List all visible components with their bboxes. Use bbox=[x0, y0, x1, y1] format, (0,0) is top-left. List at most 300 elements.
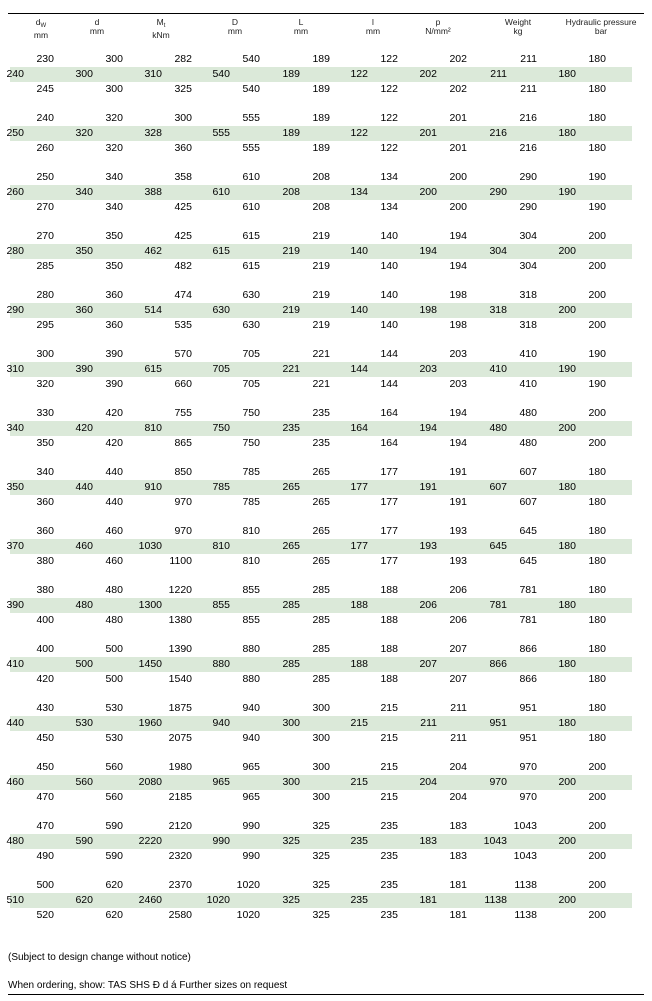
table-cell: 560 bbox=[105, 761, 123, 773]
disclaimer-note: (Subject to design change without notice) bbox=[8, 952, 191, 963]
table-cell: 340 bbox=[36, 466, 54, 478]
table-cell: 440 bbox=[75, 481, 93, 493]
table-cell: 240 bbox=[36, 112, 54, 124]
table-cell: 177 bbox=[380, 555, 398, 567]
table-cell: 390 bbox=[105, 378, 123, 390]
table-cell: 325 bbox=[312, 850, 330, 862]
table-cell: 200 bbox=[419, 186, 437, 198]
table-cell: 122 bbox=[380, 112, 398, 124]
table-row bbox=[0, 170, 652, 185]
table-cell: 211 bbox=[520, 53, 537, 65]
column-header-0 bbox=[26, 18, 56, 40]
table-cell: 204 bbox=[449, 761, 467, 773]
group-spacer bbox=[0, 392, 652, 406]
column-header-unit: kNm bbox=[152, 30, 170, 40]
column-header-symbol-text: M bbox=[156, 17, 164, 27]
table-cell: 2185 bbox=[168, 791, 192, 803]
table-cell: 2220 bbox=[138, 835, 162, 847]
table-cell: 194 bbox=[449, 407, 467, 419]
table-cell: 122 bbox=[350, 127, 368, 139]
table-cell: 474 bbox=[174, 289, 192, 301]
table-cell: 350 bbox=[105, 260, 123, 272]
table-cell: 645 bbox=[489, 540, 507, 552]
table-cell: 1300 bbox=[138, 599, 162, 611]
table-cell: 219 bbox=[312, 230, 330, 242]
table-cell: 180 bbox=[588, 53, 606, 65]
group-spacer bbox=[0, 805, 652, 819]
table-cell: 189 bbox=[312, 112, 330, 124]
table-cell: 230 bbox=[36, 53, 54, 65]
table-cell: 189 bbox=[312, 83, 330, 95]
table-cell: 866 bbox=[489, 658, 507, 670]
table-cell: 320 bbox=[75, 127, 93, 139]
table-header bbox=[0, 8, 652, 38]
table-cell: 180 bbox=[588, 643, 606, 655]
table-cell: 340 bbox=[105, 201, 123, 213]
table-cell: 193 bbox=[419, 540, 437, 552]
table-cell: 325 bbox=[282, 894, 300, 906]
table-cell: 300 bbox=[312, 791, 330, 803]
table-cell: 750 bbox=[242, 437, 260, 449]
table-cell: 200 bbox=[588, 879, 606, 891]
table-cell: 191 bbox=[419, 481, 437, 493]
table-cell: 2580 bbox=[168, 909, 192, 921]
table-cell: 200 bbox=[449, 171, 467, 183]
table-cell: 290 bbox=[519, 201, 537, 213]
group-spacer bbox=[0, 451, 652, 465]
table-cell: 122 bbox=[350, 68, 368, 80]
table-cell: 140 bbox=[380, 289, 398, 301]
ordering-note: When ordering, show: TAS SHS Ð d á Further sizes on request bbox=[8, 980, 288, 991]
table-cell: 510 bbox=[6, 894, 24, 906]
table-cell: 191 bbox=[449, 466, 467, 478]
table-cell: 194 bbox=[449, 230, 467, 242]
table-cell: 235 bbox=[350, 894, 368, 906]
table-cell: 215 bbox=[350, 776, 368, 788]
table-cell: 530 bbox=[75, 717, 93, 729]
table-row bbox=[6, 185, 632, 200]
table-cell: 206 bbox=[449, 614, 467, 626]
table-cell: 610 bbox=[212, 186, 230, 198]
table-row bbox=[0, 495, 652, 510]
table-row bbox=[6, 303, 632, 318]
group-spacer bbox=[0, 510, 652, 524]
table-cell: 615 bbox=[144, 363, 162, 375]
row-group bbox=[0, 465, 652, 510]
table-cell: 215 bbox=[380, 732, 398, 744]
table-cell: 200 bbox=[558, 835, 576, 847]
table-cell: 360 bbox=[105, 289, 123, 301]
table-row bbox=[0, 849, 652, 864]
table-row bbox=[0, 731, 652, 746]
group-spacer bbox=[0, 274, 652, 288]
table-cell: 300 bbox=[105, 53, 123, 65]
table-cell: 280 bbox=[6, 245, 24, 257]
table-cell: 785 bbox=[242, 466, 260, 478]
table-cell: 785 bbox=[212, 481, 230, 493]
table-cell: 290 bbox=[489, 186, 507, 198]
table-cell: 535 bbox=[174, 319, 192, 331]
table-cell: 282 bbox=[174, 53, 192, 65]
table-cell: 560 bbox=[75, 776, 93, 788]
table-row bbox=[0, 672, 652, 687]
table-cell: 180 bbox=[588, 614, 606, 626]
table-cell: 211 bbox=[420, 717, 437, 729]
table-cell: 514 bbox=[144, 304, 162, 316]
table-cell: 177 bbox=[380, 466, 398, 478]
table-cell: 970 bbox=[519, 761, 537, 773]
table-cell: 660 bbox=[174, 378, 192, 390]
table-cell: 2120 bbox=[168, 820, 192, 832]
table-cell: 630 bbox=[212, 304, 230, 316]
table-cell: 615 bbox=[212, 245, 230, 257]
table-cell: 203 bbox=[419, 363, 437, 375]
table-cell: 202 bbox=[449, 53, 467, 65]
table-cell: 1220 bbox=[168, 584, 192, 596]
table-cell: 200 bbox=[588, 820, 606, 832]
column-header-unit: bar bbox=[594, 26, 608, 36]
table-cell: 450 bbox=[36, 761, 54, 773]
table-row bbox=[0, 554, 652, 569]
table-cell: 207 bbox=[449, 643, 467, 655]
table-cell: 520 bbox=[36, 909, 54, 921]
table-cell: 866 bbox=[519, 643, 537, 655]
table-cell: 755 bbox=[174, 407, 192, 419]
table-cell: 194 bbox=[419, 422, 437, 434]
table-cell: 235 bbox=[312, 407, 330, 419]
column-header-5 bbox=[358, 18, 388, 36]
table-cell: 235 bbox=[380, 909, 398, 921]
table-row bbox=[0, 52, 652, 67]
table-cell: 206 bbox=[419, 599, 437, 611]
table-cell: 1980 bbox=[168, 761, 192, 773]
table-cell: 705 bbox=[212, 363, 230, 375]
table-cell: 300 bbox=[312, 702, 330, 714]
table-cell: 219 bbox=[282, 245, 300, 257]
table-cell: 990 bbox=[212, 835, 230, 847]
column-header-unit: kg bbox=[513, 26, 523, 36]
table-cell: 183 bbox=[449, 820, 467, 832]
table-cell: 122 bbox=[380, 53, 398, 65]
table-cell: 211 bbox=[520, 83, 537, 95]
table-cell: 325 bbox=[282, 835, 300, 847]
table-cell: 260 bbox=[36, 142, 54, 154]
table-cell: 260 bbox=[6, 186, 24, 198]
table-cell: 607 bbox=[489, 481, 507, 493]
table-cell: 705 bbox=[242, 378, 260, 390]
table-cell: 880 bbox=[242, 673, 260, 685]
table-body bbox=[0, 52, 652, 923]
table-cell: 2320 bbox=[168, 850, 192, 862]
table-cell: 304 bbox=[519, 260, 537, 272]
table-cell: 940 bbox=[212, 717, 230, 729]
table-cell: 265 bbox=[312, 496, 330, 508]
table-cell: 940 bbox=[242, 732, 260, 744]
table-cell: 970 bbox=[489, 776, 507, 788]
table-cell: 285 bbox=[312, 643, 330, 655]
table-row bbox=[0, 259, 652, 274]
table-cell: 190 bbox=[558, 186, 576, 198]
table-cell: 144 bbox=[380, 378, 398, 390]
table-row bbox=[0, 524, 652, 539]
table-cell: 610 bbox=[242, 171, 260, 183]
table-cell: 134 bbox=[350, 186, 368, 198]
table-cell: 470 bbox=[36, 791, 54, 803]
column-header-4 bbox=[286, 18, 316, 36]
table-cell: 200 bbox=[588, 437, 606, 449]
table-cell: 285 bbox=[282, 599, 300, 611]
table-cell: 219 bbox=[312, 319, 330, 331]
table-cell: 221 bbox=[282, 363, 300, 375]
table-cell: 970 bbox=[174, 496, 192, 508]
table-cell: 144 bbox=[350, 363, 368, 375]
table-cell: 290 bbox=[6, 304, 24, 316]
table-row bbox=[6, 244, 632, 259]
table-cell: 280 bbox=[36, 289, 54, 301]
table-cell: 370 bbox=[6, 540, 24, 552]
table-row bbox=[6, 362, 632, 377]
column-header-symbol-text: L bbox=[298, 17, 304, 27]
table-cell: 388 bbox=[144, 186, 162, 198]
table-cell: 530 bbox=[105, 702, 123, 714]
table-cell: 265 bbox=[312, 466, 330, 478]
table-cell: 855 bbox=[242, 584, 260, 596]
table-cell: 180 bbox=[588, 112, 606, 124]
table-cell: 325 bbox=[312, 909, 330, 921]
table-cell: 1138 bbox=[514, 879, 537, 891]
table-row bbox=[0, 790, 652, 805]
table-cell: 470 bbox=[36, 820, 54, 832]
table-cell: 208 bbox=[312, 171, 330, 183]
table-cell: 855 bbox=[212, 599, 230, 611]
table-row bbox=[0, 583, 652, 598]
table-cell: 180 bbox=[558, 127, 576, 139]
table-cell: 750 bbox=[242, 407, 260, 419]
table-cell: 705 bbox=[242, 348, 260, 360]
table-cell: 500 bbox=[36, 879, 54, 891]
table-cell: 140 bbox=[350, 245, 368, 257]
table-row bbox=[6, 716, 632, 731]
table-cell: 1138 bbox=[514, 909, 537, 921]
footer-rule bbox=[8, 994, 644, 995]
table-cell: 164 bbox=[380, 437, 398, 449]
column-header-subscript: W bbox=[40, 23, 47, 29]
group-spacer bbox=[0, 628, 652, 642]
table-cell: 190 bbox=[588, 378, 606, 390]
table-cell: 540 bbox=[212, 68, 230, 80]
table-cell: 211 bbox=[450, 732, 467, 744]
table-cell: 200 bbox=[558, 422, 576, 434]
table-cell: 1390 bbox=[168, 643, 192, 655]
table-cell: 360 bbox=[36, 496, 54, 508]
group-spacer bbox=[0, 864, 652, 878]
table-cell: 1020 bbox=[236, 909, 260, 921]
table-cell: 810 bbox=[144, 422, 162, 434]
table-cell: 965 bbox=[242, 791, 260, 803]
table-cell: 188 bbox=[380, 614, 398, 626]
table-cell: 198 bbox=[449, 319, 467, 331]
table-cell: 555 bbox=[242, 142, 260, 154]
table-cell: 340 bbox=[75, 186, 93, 198]
table-cell: 235 bbox=[282, 422, 300, 434]
row-group bbox=[0, 583, 652, 628]
table-cell: 200 bbox=[588, 761, 606, 773]
table-cell: 350 bbox=[75, 245, 93, 257]
table-cell: 188 bbox=[380, 643, 398, 655]
table-row bbox=[6, 126, 632, 141]
table-cell: 620 bbox=[105, 909, 123, 921]
table-cell: 194 bbox=[449, 437, 467, 449]
table-cell: 610 bbox=[242, 201, 260, 213]
table-cell: 265 bbox=[312, 525, 330, 537]
table-row bbox=[0, 642, 652, 657]
table-cell: 910 bbox=[144, 481, 162, 493]
table-cell: 590 bbox=[105, 820, 123, 832]
row-group bbox=[0, 229, 652, 274]
table-cell: 320 bbox=[105, 112, 123, 124]
table-cell: 180 bbox=[588, 525, 606, 537]
table-cell: 200 bbox=[588, 791, 606, 803]
table-cell: 350 bbox=[105, 230, 123, 242]
table-cell: 188 bbox=[350, 599, 368, 611]
table-cell: 951 bbox=[519, 732, 537, 744]
table-cell: 360 bbox=[174, 142, 192, 154]
table-cell: 540 bbox=[242, 53, 260, 65]
table-cell: 235 bbox=[350, 835, 368, 847]
table-cell: 198 bbox=[449, 289, 467, 301]
table-cell: 480 bbox=[6, 835, 24, 847]
table-cell: 191 bbox=[449, 496, 467, 508]
table-cell: 207 bbox=[449, 673, 467, 685]
table-row bbox=[0, 141, 652, 156]
table-cell: 180 bbox=[588, 732, 606, 744]
table-cell: 320 bbox=[105, 142, 123, 154]
table-cell: 134 bbox=[380, 201, 398, 213]
table-cell: 215 bbox=[380, 702, 398, 714]
table-cell: 420 bbox=[36, 673, 54, 685]
table-cell: 410 bbox=[519, 378, 537, 390]
table-cell: 140 bbox=[380, 260, 398, 272]
table-cell: 200 bbox=[558, 894, 576, 906]
table-cell: 202 bbox=[449, 83, 467, 95]
table-cell: 781 bbox=[519, 584, 537, 596]
table-row bbox=[0, 760, 652, 775]
table-cell: 188 bbox=[380, 673, 398, 685]
table-cell: 215 bbox=[350, 717, 368, 729]
table-cell: 201 bbox=[449, 112, 467, 124]
column-header-unit: mm bbox=[293, 26, 309, 36]
table-row bbox=[0, 288, 652, 303]
table-cell: 325 bbox=[312, 879, 330, 891]
table-cell: 285 bbox=[312, 673, 330, 685]
table-cell: 219 bbox=[312, 289, 330, 301]
table-cell: 1030 bbox=[138, 540, 162, 552]
table-cell: 177 bbox=[350, 540, 368, 552]
row-group bbox=[0, 111, 652, 156]
table-cell: 207 bbox=[419, 658, 437, 670]
table-row bbox=[6, 657, 632, 672]
table-cell: 781 bbox=[489, 599, 507, 611]
table-cell: 190 bbox=[588, 201, 606, 213]
table-cell: 480 bbox=[105, 584, 123, 596]
table-cell: 328 bbox=[144, 127, 162, 139]
table-cell: 460 bbox=[105, 555, 123, 567]
table-cell: 480 bbox=[519, 407, 537, 419]
table-cell: 2460 bbox=[138, 894, 162, 906]
table-cell: 965 bbox=[212, 776, 230, 788]
table-cell: 410 bbox=[519, 348, 537, 360]
table-cell: 208 bbox=[282, 186, 300, 198]
table-cell: 200 bbox=[558, 776, 576, 788]
table-cell: 134 bbox=[380, 171, 398, 183]
table-cell: 270 bbox=[36, 201, 54, 213]
table-cell: 180 bbox=[588, 142, 606, 154]
table-cell: 750 bbox=[212, 422, 230, 434]
table-cell: 180 bbox=[558, 540, 576, 552]
table-cell: 180 bbox=[588, 496, 606, 508]
table-cell: 164 bbox=[380, 407, 398, 419]
table-cell: 325 bbox=[312, 820, 330, 832]
table-row bbox=[0, 436, 652, 451]
table-cell: 2080 bbox=[138, 776, 162, 788]
table-cell: 410 bbox=[489, 363, 507, 375]
table-cell: 201 bbox=[449, 142, 467, 154]
table-cell: 330 bbox=[36, 407, 54, 419]
table-cell: 1020 bbox=[236, 879, 260, 891]
table-cell: 206 bbox=[449, 584, 467, 596]
table-row bbox=[6, 67, 632, 82]
table-cell: 181 bbox=[449, 909, 467, 921]
table-cell: 360 bbox=[36, 525, 54, 537]
table-cell: 318 bbox=[519, 289, 537, 301]
table-cell: 200 bbox=[558, 245, 576, 257]
table-cell: 122 bbox=[380, 142, 398, 154]
table-cell: 290 bbox=[519, 171, 537, 183]
table-cell: 216 bbox=[519, 142, 537, 154]
table-cell: 880 bbox=[212, 658, 230, 670]
table-cell: 1138 bbox=[484, 894, 507, 906]
table-cell: 300 bbox=[312, 761, 330, 773]
table-cell: 560 bbox=[105, 791, 123, 803]
table-cell: 970 bbox=[519, 791, 537, 803]
column-header-1 bbox=[82, 18, 112, 36]
table-cell: 318 bbox=[489, 304, 507, 316]
table-cell: 188 bbox=[350, 658, 368, 670]
table-cell: 200 bbox=[588, 260, 606, 272]
table-cell: 540 bbox=[242, 83, 260, 95]
table-cell: 235 bbox=[312, 437, 330, 449]
table-cell: 1043 bbox=[483, 835, 507, 847]
table-cell: 144 bbox=[380, 348, 398, 360]
row-group bbox=[0, 288, 652, 333]
table-cell: 180 bbox=[558, 599, 576, 611]
table-cell: 1960 bbox=[138, 717, 162, 729]
table-row bbox=[6, 480, 632, 495]
table-cell: 183 bbox=[449, 850, 467, 862]
table-cell: 200 bbox=[588, 319, 606, 331]
table-cell: 250 bbox=[36, 171, 54, 183]
column-header-symbol-text: Weight bbox=[504, 17, 532, 27]
table-cell: 203 bbox=[449, 378, 467, 390]
table-cell: 181 bbox=[419, 894, 437, 906]
table-row bbox=[6, 834, 632, 849]
table-cell: 420 bbox=[75, 422, 93, 434]
table-cell: 180 bbox=[558, 68, 576, 80]
row-group bbox=[0, 406, 652, 451]
row-group bbox=[0, 642, 652, 687]
group-spacer bbox=[0, 569, 652, 583]
table-cell: 645 bbox=[519, 525, 537, 537]
